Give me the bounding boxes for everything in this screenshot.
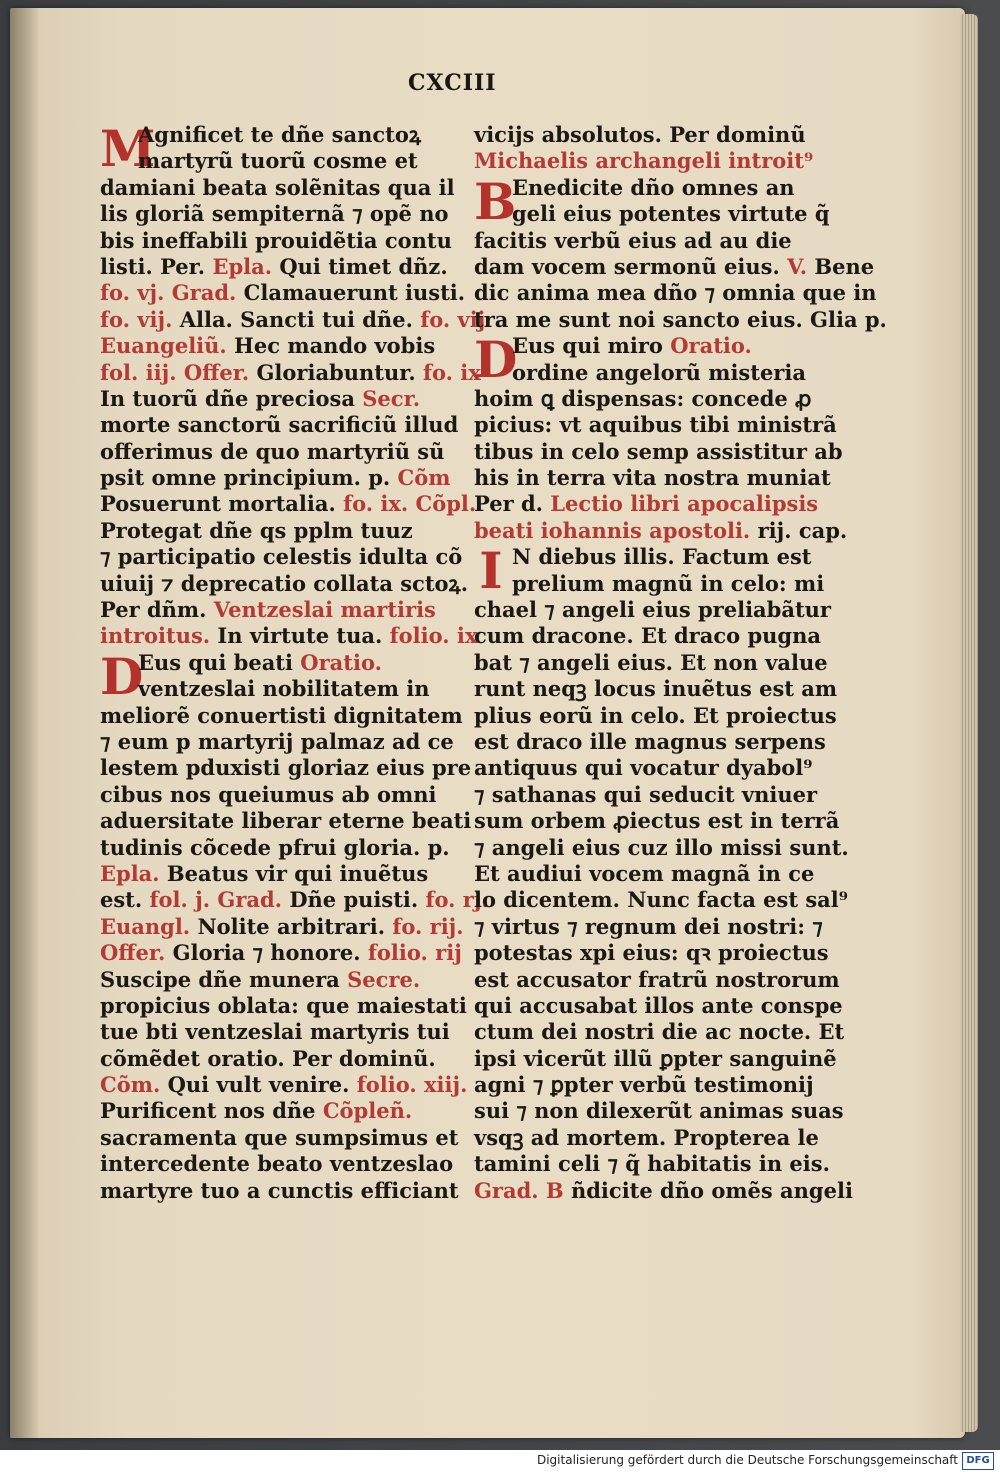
decorated-initial: M xyxy=(100,119,156,178)
text-line xyxy=(100,1124,459,1151)
body-text: bis ineffabili prouidẽtia contu xyxy=(100,227,452,253)
body-text: antiquus qui vocatur dyabol⁹ xyxy=(474,755,813,781)
text-line xyxy=(474,122,824,148)
body-text: tue bti ventzeslai martyris tui xyxy=(100,1019,450,1045)
body-text: Gloria ⁊ honore. xyxy=(172,940,368,966)
rubric-text: Euangeliũ. xyxy=(100,333,235,359)
rubric-text: introitus. xyxy=(100,623,218,649)
text-line xyxy=(100,412,459,438)
rubric-text: Offer. xyxy=(100,940,173,966)
rubric-text: folio. ix xyxy=(389,623,478,649)
body-text: intercedente beato ventzeslao xyxy=(100,1151,454,1177)
body-text: Per d. xyxy=(474,491,551,517)
body-text: Eus qui beati xyxy=(138,649,301,675)
body-text: tamini celi ⁊ q̃ habitatis in eis. xyxy=(474,1151,830,1177)
body-text: Nolite arbitrari. xyxy=(197,913,393,939)
text-line xyxy=(474,1177,853,1204)
body-text: tra me sunt noi sancto eius. Glia p. xyxy=(474,306,887,332)
body-text: ipsi vicerũt illũ ꝑpter sanguinẽ xyxy=(474,1045,837,1071)
rubric-text: Cõm xyxy=(397,465,451,491)
text-line xyxy=(474,649,828,676)
body-text: cõmẽdet oratio. Per dominũ. xyxy=(100,1045,436,1071)
text-line xyxy=(100,623,478,649)
text-line xyxy=(474,1072,824,1098)
body-text: cum dracone. Et draco pugna xyxy=(474,623,821,649)
text-line xyxy=(474,571,824,597)
body-text: runt neqꝫ locus inuẽtus est am xyxy=(474,676,838,702)
text-line xyxy=(474,966,840,993)
text-line xyxy=(100,333,445,359)
text-line xyxy=(100,702,463,729)
body-text: listi. Per. xyxy=(100,253,213,279)
text-line xyxy=(100,728,454,755)
page-edges xyxy=(960,14,978,1432)
text-line xyxy=(100,201,449,227)
body-text: picius: vt aquibus tibi ministrã xyxy=(474,412,837,438)
text-line xyxy=(100,439,445,465)
body-text: lo dicentem. Nunc facta est sal⁹ xyxy=(474,887,848,913)
dfg-logo: DFG xyxy=(962,1452,994,1470)
text-line xyxy=(474,201,830,227)
text-line xyxy=(474,992,843,1019)
body-text: damiani beata solẽnitas qua il xyxy=(100,174,455,200)
rubric-text: Cõm. xyxy=(100,1072,168,1098)
text-line xyxy=(474,412,837,438)
text-line xyxy=(474,782,824,808)
body-text: martyrũ tuorũ cosme et xyxy=(138,148,418,174)
text-line xyxy=(474,360,824,386)
body-text: Gloriabuntur. xyxy=(256,359,423,385)
body-text: vsqꝫ ad mortem. Propterea le xyxy=(474,1124,819,1150)
body-text: Dñe puisti. xyxy=(289,887,426,913)
text-line xyxy=(474,386,824,412)
body-text: Hec mando vobis xyxy=(234,333,436,359)
text-line xyxy=(100,808,472,834)
text-line xyxy=(100,887,489,913)
body-text: prelium magnũ in celo: mi xyxy=(512,570,825,596)
rubric-text: Grad. xyxy=(171,280,244,306)
text-line xyxy=(100,597,445,623)
body-text: In tuorũ dñe preciosa xyxy=(100,385,363,411)
text-line xyxy=(100,491,477,517)
text-line xyxy=(100,386,445,412)
rubric-text: Grad. B xyxy=(474,1177,571,1203)
body-text: his in terra vita nostra muniat xyxy=(474,465,831,491)
rubric-text: folio. rij xyxy=(367,940,462,966)
body-text: Et audiui vocem magnã in ce xyxy=(474,860,815,886)
body-text: ctum dei nostri die ac nocte. Et xyxy=(474,1019,845,1045)
body-text: ⁊ virtus ⁊ regnum dei nostri: ⁊ xyxy=(474,913,823,939)
body-text: psit omne principium. p. xyxy=(100,465,398,491)
body-text: Beatus vir qui inuẽtus xyxy=(166,860,429,886)
body-text: ⁊ eum p martyrij palmaz ad ce xyxy=(100,728,454,754)
body-text: Clamauerunt iusti. xyxy=(243,280,466,306)
body-text: hoim ꝗ dispensas: concede ꝓ xyxy=(474,385,812,411)
body-text: ⁊ angeli eius cuz illo missi sunt. xyxy=(474,834,849,860)
body-text: qui accusabat illos ante conspe xyxy=(474,992,843,1018)
rubric-text: fo. rj. xyxy=(425,887,489,913)
rubric-text: fo. vij xyxy=(420,306,486,332)
body-text: sui ⁊ non dilexerũt animas suas xyxy=(474,1098,844,1124)
body-text: tudinis cõcede pfrui gloria. p. xyxy=(100,834,450,860)
text-line xyxy=(474,491,824,517)
text-line xyxy=(474,755,824,781)
text-line xyxy=(100,174,455,201)
rubric-text: fo. ix xyxy=(423,359,481,385)
body-text: ordine angelorũ misteria xyxy=(512,359,806,385)
text-line xyxy=(100,913,464,940)
text-line xyxy=(100,253,448,280)
rubric-text: fo. vj. xyxy=(100,280,172,306)
body-text: Purificent nos dñe xyxy=(100,1098,323,1124)
rubric-text: Offer. xyxy=(183,359,257,385)
rubric-text: Euangl. xyxy=(100,913,198,939)
text-line xyxy=(474,808,840,834)
body-text: tibus in celo semp assistitur ab xyxy=(474,438,843,464)
text-line xyxy=(100,306,486,333)
text-line xyxy=(100,465,451,491)
text-column-left xyxy=(100,119,489,1204)
rubric-text: Ventzeslai martiris xyxy=(213,597,436,623)
rubric-text: V. xyxy=(787,253,815,279)
text-line xyxy=(474,887,848,913)
text-line xyxy=(474,1098,844,1124)
rubric-text: beati iohannis apostoli. xyxy=(474,517,758,543)
text-line xyxy=(100,359,481,386)
body-text: dam vocem sermonũ eius. xyxy=(474,253,788,279)
body-text: propicius oblata: que maiestati xyxy=(100,992,467,1018)
body-text: est. xyxy=(100,887,150,913)
text-line xyxy=(100,148,445,174)
body-text: Per dñm. xyxy=(100,597,214,623)
text-line xyxy=(100,518,445,544)
body-text: In virtute tua. xyxy=(217,623,390,649)
body-text: lis gloriã sempiternã ⁊ opẽ no xyxy=(100,201,449,227)
text-line xyxy=(100,782,445,808)
body-text: Bene xyxy=(814,253,875,279)
rubric-text: folio. xiij. xyxy=(356,1072,468,1098)
rubric-text: Cõpleñ. xyxy=(322,1098,413,1124)
decorated-initial: B xyxy=(474,171,517,231)
body-text: cibus nos queiumus ab omni xyxy=(100,781,437,807)
text-line xyxy=(474,597,831,623)
rubric-text: fo. rij. xyxy=(392,913,464,939)
footer-credit: Digitalisierung gefördert durch die Deutsche Forschungsgemeinschaft xyxy=(536,1453,958,1467)
rubric-text: fol. j. xyxy=(149,887,218,913)
text-line xyxy=(474,1019,845,1045)
rubric-text: Lectio libri apocalipsis xyxy=(550,491,819,517)
text-line xyxy=(100,1046,445,1072)
text-column-right xyxy=(474,122,887,1204)
text-line xyxy=(474,676,838,702)
body-text: sacramenta que sumpsimus et xyxy=(100,1124,459,1150)
body-text: chael ⁊ angeli eius preliabãtur xyxy=(474,597,831,623)
body-text: ⁊ sathanas qui seducit vniuer xyxy=(474,781,818,807)
body-text: Agnificet te dñe sanctoꝝ xyxy=(138,122,421,147)
body-text: facitis verbũ eius ad au die xyxy=(474,227,792,253)
body-text: geli eius potentes virtute q̃ xyxy=(512,201,830,227)
folio-number: CXCIII xyxy=(408,70,497,96)
text-line xyxy=(474,1151,830,1177)
body-text: lestem pduxisti gloriaz eius pre xyxy=(100,755,472,781)
text-line xyxy=(474,228,824,254)
text-line xyxy=(100,967,445,993)
body-text: Qui vult venire. xyxy=(167,1072,357,1098)
rubric-text: fo. ix. Cõpl. xyxy=(343,491,477,517)
body-text: rij. cap. xyxy=(757,517,848,543)
text-line xyxy=(100,544,463,570)
text-line xyxy=(100,992,467,1019)
text-line xyxy=(474,1125,824,1151)
rubric-text: Michaelis archangeli introit⁹ xyxy=(474,148,814,174)
text-line xyxy=(100,280,466,306)
body-text: est draco ille magnus serpens xyxy=(474,728,826,754)
text-line xyxy=(474,914,824,940)
body-text: Suscipe dñe munera xyxy=(100,966,348,992)
text-line xyxy=(474,465,831,491)
text-line xyxy=(100,1177,459,1204)
text-line xyxy=(474,1045,837,1072)
body-text: N diebus illis. Factum est xyxy=(512,544,812,570)
rubric-text: Oratio. xyxy=(300,649,382,675)
rubric-text: Epla. xyxy=(212,253,280,279)
page-gutter-shadow xyxy=(10,8,40,1438)
body-text: martyre tuo a cunctis efficiant xyxy=(100,1177,459,1203)
body-text: morte sanctorũ sacrificiũ illud xyxy=(100,412,459,438)
body-text: potestas xpi eius: qꝛ proiectus xyxy=(474,940,829,966)
text-line xyxy=(100,1151,454,1177)
body-text: ventzeslai nobilitatem in xyxy=(138,676,430,702)
text-line xyxy=(100,1019,450,1045)
text-line xyxy=(474,280,877,306)
text-line xyxy=(100,227,452,254)
decorated-initial: D xyxy=(474,330,518,390)
text-line xyxy=(474,702,837,729)
body-text: plius eorũ in celo. Et proiectus xyxy=(474,702,837,728)
text-line xyxy=(100,676,445,702)
text-line xyxy=(100,861,445,887)
decorated-initial: I xyxy=(479,541,503,601)
rubric-text: Secr. xyxy=(362,385,421,411)
text-line xyxy=(100,834,450,861)
body-text: aduersitate liberar eterne beati xyxy=(100,808,472,834)
text-line xyxy=(474,834,849,861)
text-line xyxy=(100,1072,468,1098)
text-line xyxy=(100,940,462,966)
body-text: meliorẽ conuertisti dignitatem xyxy=(100,702,463,728)
text-line xyxy=(474,623,824,649)
body-text: Alla. Sancti tui dñe. xyxy=(179,306,421,332)
decorated-initial: D xyxy=(100,646,144,706)
body-text: dic anima mea dño ⁊ omnia que in xyxy=(474,280,877,306)
text-line xyxy=(474,940,829,966)
rubric-text: fol. iij. xyxy=(100,359,184,385)
body-text: Protegat dñe qs pplm tuuz xyxy=(100,517,413,543)
body-text: offerimus de quo martyriũ sũ xyxy=(100,438,445,464)
body-text: Posuerunt mortalia. xyxy=(100,491,344,517)
text-line xyxy=(474,861,824,887)
text-line xyxy=(100,755,472,781)
text-line xyxy=(474,306,887,333)
body-text: Eus qui miro xyxy=(512,333,671,359)
text-line xyxy=(474,438,843,465)
text-line xyxy=(100,570,469,597)
text-line xyxy=(474,729,824,755)
text-line xyxy=(100,1098,445,1124)
body-text: Enedicite dño omnes an xyxy=(512,174,795,200)
text-line xyxy=(474,148,824,174)
body-text: agni ⁊ ꝑpter verbũ testimonij xyxy=(474,1072,814,1098)
body-text: Qui timet dñz. xyxy=(279,253,448,279)
body-text: sum orbem ꝓiectus est in terrã xyxy=(474,808,840,834)
rubric-text: Epla. xyxy=(100,860,167,886)
body-text: ñdicite dño omẽs angeli xyxy=(570,1177,853,1203)
rubric-text: Oratio. xyxy=(670,333,752,359)
body-text: bat ⁊ angeli eius. Et non value xyxy=(474,649,828,675)
rubric-text: Secre. xyxy=(347,966,421,992)
body-text: est accusator fratrũ nostrorum xyxy=(474,966,840,992)
text-line xyxy=(474,253,875,280)
rubric-text: Grad. xyxy=(217,887,290,913)
body-text: uiuij ⁊ deprecatio collata sctoꝝ. xyxy=(100,570,469,596)
body-text: ⁊ participatio celestis idulta cõ xyxy=(100,544,463,570)
text-line xyxy=(474,517,848,544)
rubric-text: fo. vij. xyxy=(100,306,180,332)
body-text: vicijs absolutos. Per dominũ xyxy=(474,122,806,147)
